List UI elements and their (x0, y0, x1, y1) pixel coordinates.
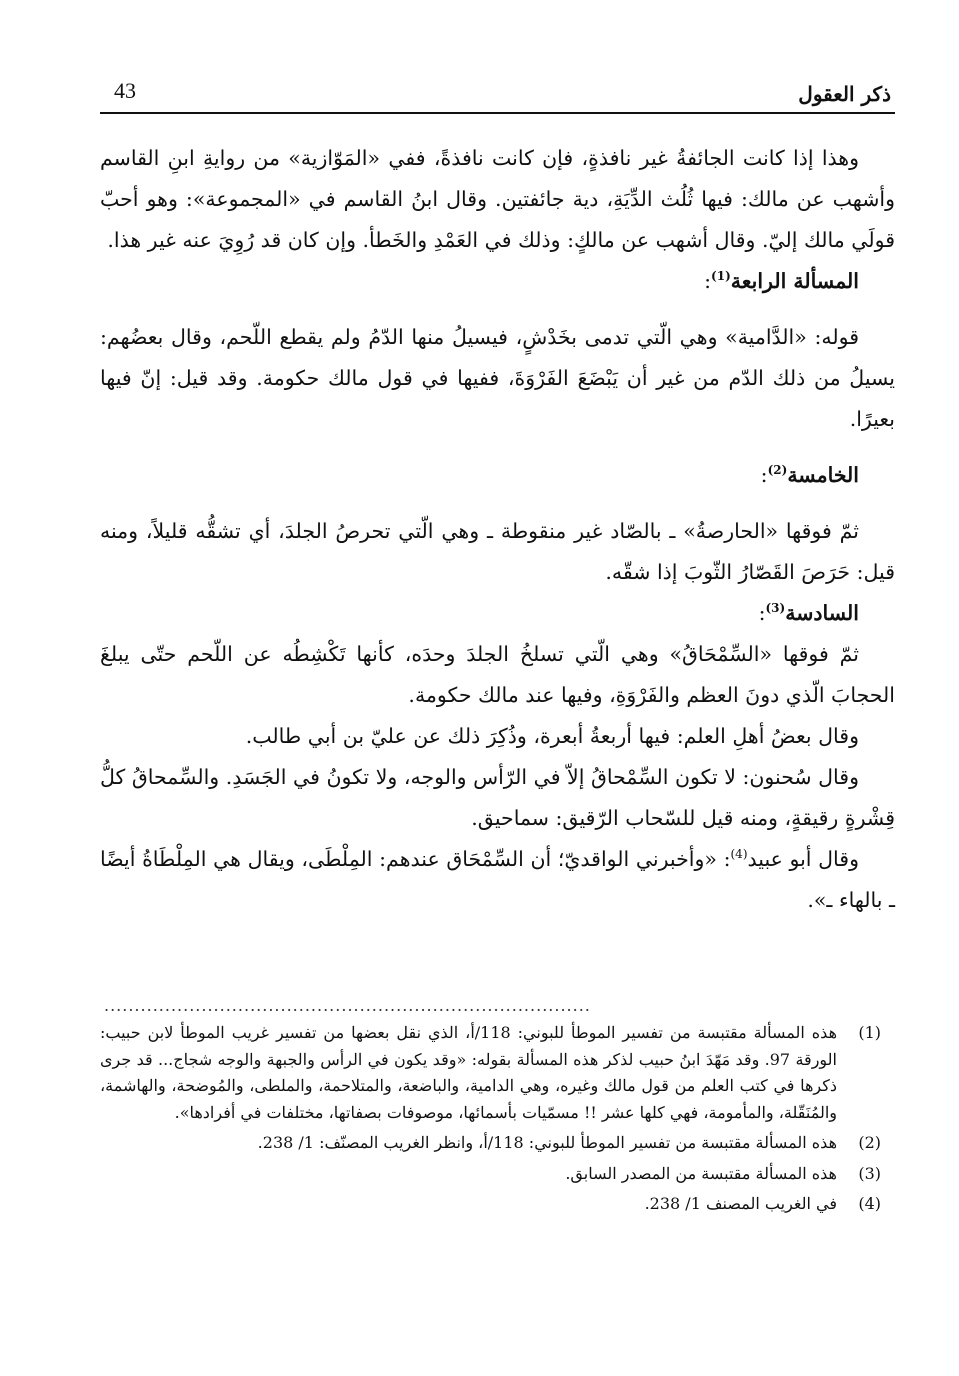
heading-label: المسألة الرابعة (730, 269, 859, 293)
main-text (100, 138, 895, 921)
footnote-ref: (3) (765, 601, 786, 616)
footnote-number: (2) (858, 1133, 881, 1152)
paragraph-7-start: وقال أبو عبيد (747, 847, 859, 871)
paragraph-5: وقال بعضُ أهلِ العلم: فيها أربعةُ أبعرة، وذُكِرَ ذلك عن عليّ بن أبي طالب. (245, 724, 859, 748)
footnote-number: (4) (858, 1194, 881, 1213)
heading-fifth: الخامسة$^{(2)}$: (760, 463, 859, 487)
page-number: 43 (114, 78, 136, 103)
book-page (100, 70, 895, 1213)
footnote-ref: (4) (730, 847, 748, 862)
paragraph-7-end: : «وأخبرني الواقديّ؛ أن السِّمْحَاق عندهم: المِلْطَى، ويقال هي المِلْطَاةُ أيضًا ـ بالهاء ـ». (100, 847, 895, 912)
running-title: ذكر العقول (798, 82, 891, 106)
paragraph-3: ثمّ فوقها «الحارصةُ» ـ بالصّاد غير منقوطة ـ وهي الّتي تحرصُ الجلدَ، أي تشقُّه قليلاً، ومنه قيل: حَرَصَ القَصّارُ الثّوبَ إذا شقّه. (100, 519, 895, 584)
heading-sixth: السادسة$^{(3)}$: (758, 601, 859, 625)
paragraph-4: ثمّ فوقها «السِّمْحَاقُ» وهي الّتي تسلخُ الجلدَ وحدَه، كأنها تَكْشِطُه عن اللّحم حتّى يبلغَ الحجابَ الّذي دونَ العظم والفَرْوَةِ، وفيها عند مالك حكومة. (100, 642, 895, 707)
footnote-number: (3) (858, 1163, 881, 1183)
footnote-ref: (2) (767, 463, 788, 478)
page-header (100, 70, 895, 110)
footnote-text: هذه المسألة مقتبسة من تفسير الموطأ للبوني: 118/أ، وانظر الغريب المصنّف: 1/ 238. (257, 1133, 837, 1152)
footnote-separator: ................................................................................ (104, 996, 591, 1015)
footnote-text: في الغريب المصنف 1/ 238. (644, 1194, 837, 1213)
paragraph-1: وهذا إذا كانت الجائفةُ غير نافذةٍ، فإن كانت نافذةً، ففي «المَوّازية» من روايةِ ابنِ القاسم وأشهب عن مالك: فيها ثُلُث الدِّيَةِ، دية جائفتين. وقال ابنُ القاسم في «المجموعة»: وهو أحبّ قولَي مالك إليّ. وقال أشهب عن مالكٍ: وذلك في العَمْدِ والخَطأ. وإن كان قد رُوِيَ عنه غير هذا. (100, 146, 895, 252)
footnote-item (100, 1020, 895, 1126)
footnote-ref: (1) (711, 269, 731, 284)
paragraph-2: قوله: «الدَّامية» وهي الّتي تدمى بخَدْشٍ، فيسيلُ منها الدّمُ ولم يقطع اللّحم، وقال بعضُهم: يسيلُ من ذلك الدّم من غير أن يَبْضَعَ الفَرْوَةَ، ففيها في قول مالك حكومة. وقد قيل: إنّ فيها بعيرًا. (100, 325, 895, 431)
footnote-number: (1) (858, 1023, 881, 1042)
paragraph-6: وقال سُحنون: لا تكون السِّمْحاقُ إلاّ في الرّأس والوجه، ولا تكونُ في الجَسَدِ. والسِّمحاقُ كلُّ قِشْرةٍ رقيقةٍ، ومنه قيل للسّحاب الرّقيق: سماحيق. (100, 765, 895, 830)
footnote-text: هذه المسألة مقتبسة من المصدر السابق. (565, 1163, 837, 1183)
footnote-item (100, 1161, 895, 1188)
header-rule (100, 112, 895, 114)
footnotes (100, 1020, 895, 1222)
heading-fourth-issue: المسألة الرابعة$^{(1)}$: (704, 269, 859, 293)
footnote-item (100, 1191, 895, 1218)
paragraph-7 (100, 839, 895, 921)
footnote-text: هذه المسألة مقتبسة من تفسير الموطأ للبوني: 118/أ، الذي نقل بعضها من تفسير غريب الموطأ لابن حبيب: الورقة 97. وقد مَهّدَ ابنُ حبيب لذكر هذه المسألة بقوله: «وقد يكون في الرأس والجبهة والوجه شجاج... قد جرى ذكرها في كتب العلم من قول مالك وغيره، وهي الدامية، والباضعة، والمتلاحمة، والملطى، والمُوضحة، والهاشمة، والمُنَقّلة، والمأمومة، فهي كلها عشر !! مسمّيات بأسمائها، موصوفات بصفاتها، مختلفات في أفرادها». (100, 1023, 838, 1122)
heading-label: الخامسة (787, 463, 859, 487)
heading-label: السادسة (785, 601, 859, 625)
footnote-item (100, 1130, 895, 1157)
